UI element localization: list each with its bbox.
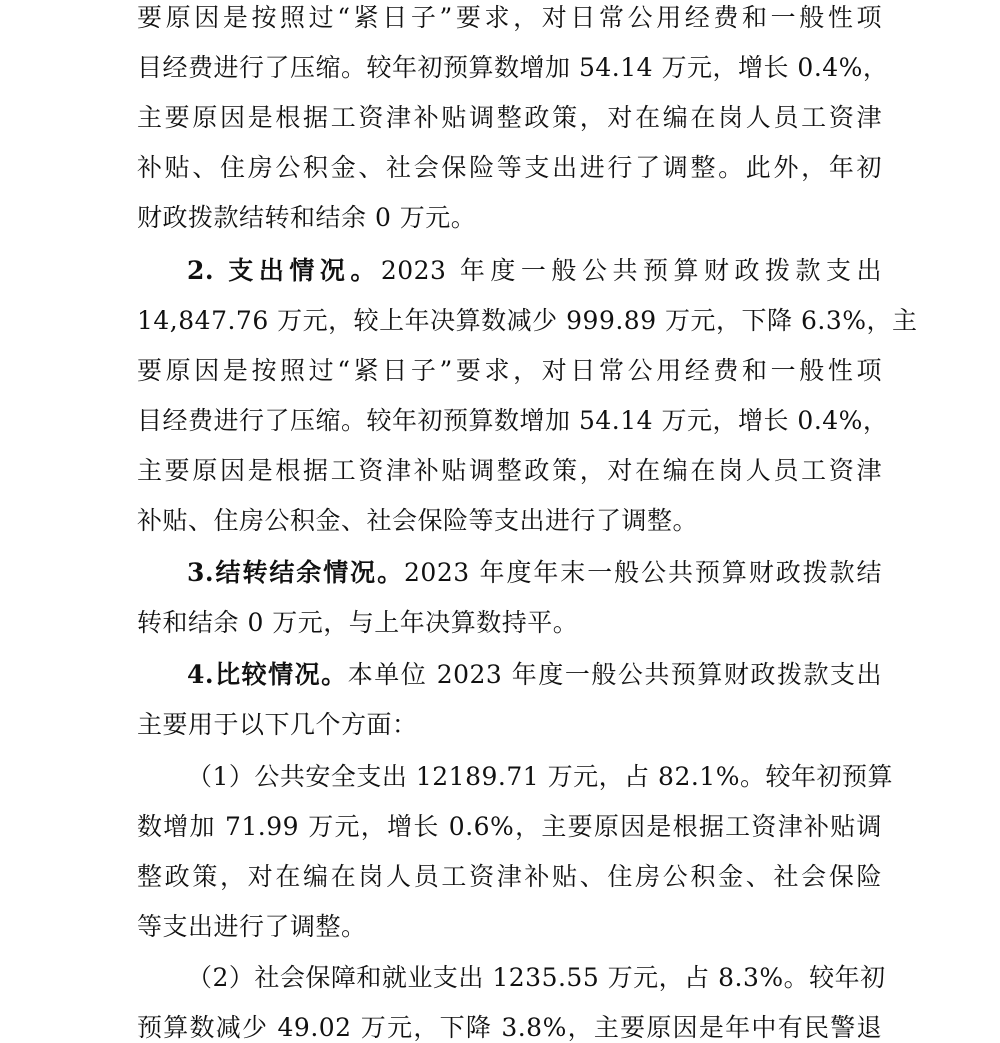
text-line: 预算数减少 49.02 万元，下降 3.8%，主要原因是年中有民警退 [137,1013,882,1042]
text-line: 转和结余 0 万元，与上年决算数持平。 [137,608,579,637]
text-line: 主要原因是根据工资津补贴调整政策，对在编在岗人员工资津 [137,103,882,132]
section-heading: 2. 支出情况。 [187,256,381,285]
text-line: 补贴、住房公积金、社会保险等支出进行了调整。此外，年初 [137,153,882,182]
text-line: 目经费进行了压缩。较年初预算数增加 54.14 万元，增长 0.4%， [137,406,889,435]
text-line: 整政策，对在编在岗人员工资津补贴、住房公积金、社会保险 [137,862,882,891]
text-line: 要原因是按照过“紧日子”要求，对日常公用经费和一般性项 [137,3,882,32]
section-heading-line: 3.结转结余情况。2023 年度年末一般公共预算财政拨款结 [187,558,882,587]
text-line: 目经费进行了压缩。较年初预算数增加 54.14 万元，增长 0.4%， [137,53,889,82]
list-item-line: （1）公共安全支出 12189.71 万元，占 82.1%。较年初预算 [187,762,893,791]
section-heading: 3.结转结余情况。 [187,558,405,587]
text-line: 主要原因是根据工资津补贴调整政策，对在编在岗人员工资津 [137,456,882,485]
text-line: 补贴、住房公积金、社会保险等支出进行了调整。 [137,506,699,535]
text-line: 等支出进行了调整。 [137,912,367,941]
text-line: 主要用于以下几个方面： [137,710,418,739]
text-line: 数增加 71.99 万元，增长 0.6%，主要原因是根据工资津补贴调 [137,812,882,841]
text-line: 财政拨款结转和结余 0 万元。 [137,203,477,232]
section-heading: 4.比较情况。 [187,660,348,689]
section-heading-line: 2. 支出情况。2023 年度一般公共预算财政拨款支出 [187,256,882,285]
text-line: 14,847.76 万元，较上年决算数减少 999.89 万元，下降 6.3%，主 [137,306,918,335]
list-item-line: （2）社会保障和就业支出 1235.55 万元，占 8.3%。较年初 [187,963,886,992]
text-line: 要原因是按照过“紧日子”要求，对日常公用经费和一般性项 [137,356,882,385]
section-heading-line: 4.比较情况。本单位 2023 年度一般公共预算财政拨款支出 [187,660,882,689]
